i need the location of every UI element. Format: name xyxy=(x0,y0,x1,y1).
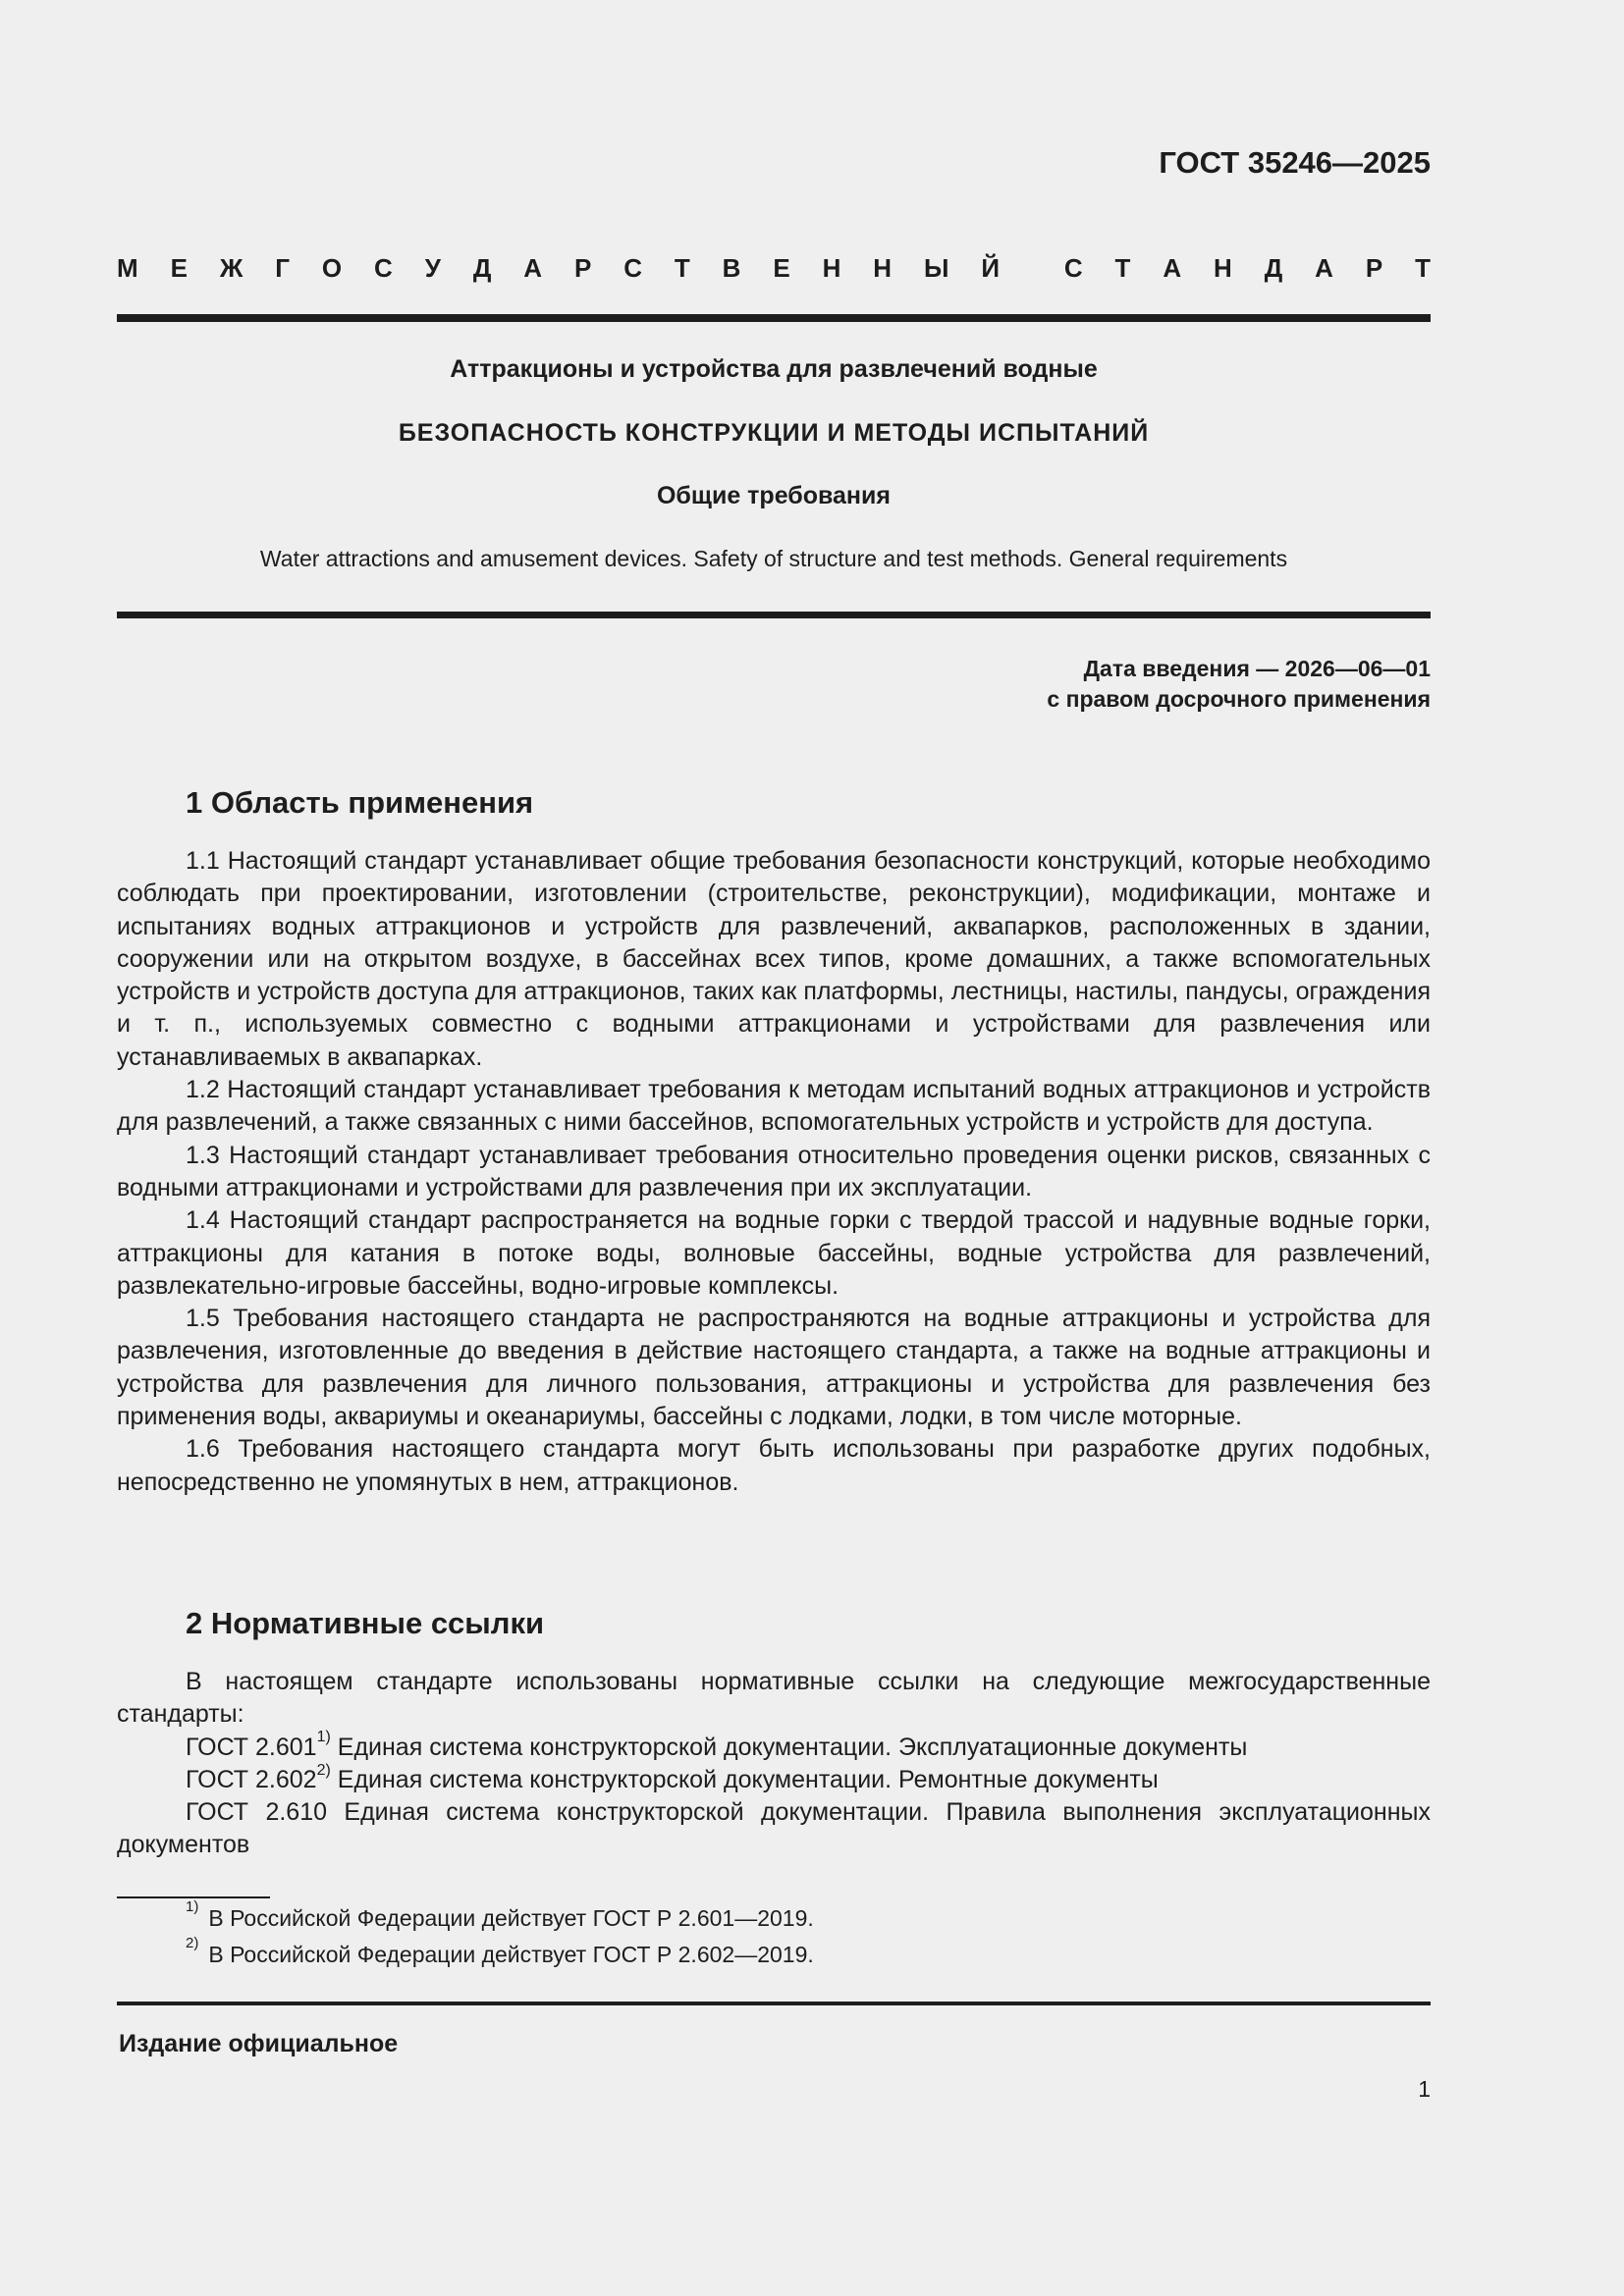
std-letter: А xyxy=(1163,253,1182,283)
std-letter: Р xyxy=(573,253,592,283)
std-letter: О xyxy=(321,253,343,283)
std-letter: Д xyxy=(1264,253,1283,283)
footnote: $^{1)}$ В Российской Федерации действует ГОСТ Р 2.601—2019. xyxy=(186,1898,814,1931)
section-2-body xyxy=(117,1666,1431,1862)
title-line-1: Аттракционы и устройства для развлечений водные xyxy=(450,355,1098,383)
title-english: Water attractions and amusement devices. Safety of structure and test methods. General requirements xyxy=(259,546,1288,571)
std-letter: М xyxy=(117,253,138,283)
paragraph-1-1: 1.1 Настоящий стандарт устанавливает общие требования безопасности конструкций, которые необходимо соблюдать при проектировании, изготовлении (строительстве, реконструкции), модификации, монтаже и испытаниях водных аттракционов и устройств для развлечений, аквапарков, расположенных в здании, сооружении или на открытом воздухе, в бассейнах всех типов, кроме домашних, а также вспомогательных устройств и устройств доступа для аттракционов, таких как платформы, лестницы, настилы, пандусы, ограждения и т. п., используемых совместно с водными аттракционами и устройствами для развлечения или устанавливаемых в аквапарках. xyxy=(117,847,1431,1071)
page-number: 1 xyxy=(1418,2076,1431,2102)
paragraph-1-5: 1.5 Требования настоящего стандарта не распространяются на водные аттракционы и устройства для развлечения, изготовленные до введения в действие настоящего стандарта, а также на водные аттракционы и устройства для развлечения для личного пользования, аттракционы и устройства для развлечения без применения воды, аквариумы и океанариумы, бассейны с лодками, лодки, в том числе моторные. xyxy=(117,1305,1431,1431)
reference-item: ГОСТ 2.602$^{2)}$ Единая система конструкторской документации. Ремонтные документы xyxy=(186,1761,1159,1793)
standard-type-heading xyxy=(117,253,1431,284)
title-line-2: БЕЗОПАСНОСТЬ КОНСТРУКЦИИ И МЕТОДЫ ИСПЫТАНИЙ xyxy=(398,419,1150,447)
section-2-intro: В настоящем стандарте использованы нормативные ссылки на следующие межгосударственные стандарты: xyxy=(117,1668,1431,1729)
footnote-mark: 1) xyxy=(316,1729,331,1746)
std-letter: Й xyxy=(981,253,1001,283)
title-line-3: Общие требования xyxy=(656,482,891,509)
std-letter: Н xyxy=(873,253,893,283)
footnote: $^{2)}$ В Российской Федерации действует ГОСТ Р 2.602—2019. xyxy=(186,1935,814,1967)
title-rule xyxy=(117,612,1431,618)
std-letter: С xyxy=(1063,253,1083,283)
std-letter: Р xyxy=(1365,253,1383,283)
paragraph-1-4: 1.4 Настоящий стандарт распространяется на водные горки с твердой трассой и надувные водные горки, аттракционы для катания в потоке воды, волновые бассейны, водные устройства для развлечений, развлекательно-игровые бассейны, водно-игровые комплексы. xyxy=(117,1206,1431,1300)
intro-date-line: Дата введения — 2026—06—01 xyxy=(1083,656,1431,681)
introduction-date xyxy=(117,654,1431,715)
document-number: ГОСТ 35246—2025 xyxy=(1159,145,1431,180)
bottom-rule xyxy=(117,2002,1431,2005)
std-letter: С xyxy=(374,253,393,283)
std-letter: Т xyxy=(1415,253,1431,283)
std-letter: Н xyxy=(822,253,841,283)
reference-item: ГОСТ 2.601$^{1)}$ Единая система конструкторской документации. Эксплуатационные документы xyxy=(186,1729,1248,1761)
std-letter: В xyxy=(722,253,741,283)
section-1-body xyxy=(117,845,1431,1499)
std-letter: У xyxy=(424,253,441,283)
footnotes xyxy=(186,1900,1413,1973)
std-letter: С xyxy=(623,253,642,283)
edition-label: Издание официальное xyxy=(119,2030,399,2057)
std-letter: Н xyxy=(1214,253,1232,283)
std-letter: Т xyxy=(1114,253,1131,283)
section-2-heading: 2 Нормативные ссылки xyxy=(186,1606,545,1640)
reference-item: ГОСТ 2.610 Единая система конструкторской документации. Правила выполнения эксплуатационных документов xyxy=(117,1798,1431,1859)
top-rule xyxy=(117,314,1431,322)
footnote-mark: 2) xyxy=(316,1761,331,1779)
std-letter: Е xyxy=(170,253,188,283)
section-1-heading: 1 Область применения xyxy=(186,785,534,820)
std-letter: Г xyxy=(275,253,290,283)
std-letter: Д xyxy=(472,253,492,283)
std-letter: Ы xyxy=(923,253,949,283)
intro-early-line: с правом досрочного применения xyxy=(1047,686,1431,712)
std-letter: Т xyxy=(674,253,690,283)
paragraph-1-2: 1.2 Настоящий стандарт устанавливает требования к методам испытаний водных аттракционов и устройств для развлечений, а также связанных с ними бассейнов, вспомогательных устройств и устройств для доступа. xyxy=(117,1076,1431,1137)
std-letter: А xyxy=(523,253,543,283)
paragraph-1-3: 1.3 Настоящий стандарт устанавливает требования относительно проведения оценки рисков, связанных с водными аттракционами и устройствами для развлечения при их эксплуатации. xyxy=(117,1141,1431,1201)
std-letter: Ж xyxy=(219,253,244,283)
paragraph-1-6: 1.6 Требования настоящего стандарта могут быть использованы при разработке других подобных, непосредственно не упомянутых в нем, аттракционов. xyxy=(117,1435,1431,1496)
std-letter: Е xyxy=(773,253,790,283)
std-letter: А xyxy=(1315,253,1333,283)
